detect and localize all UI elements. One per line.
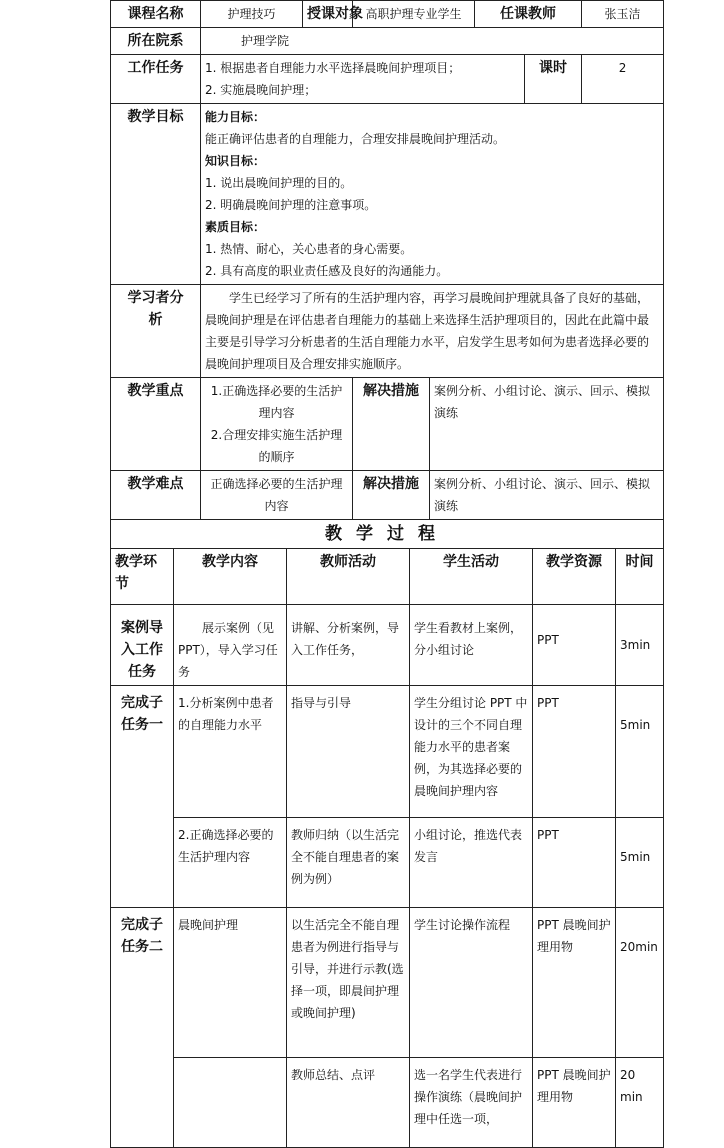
audience-value: 高职护理专业学生 — [353, 1, 475, 28]
process-title: 教学过程 — [111, 520, 664, 549]
task-item: 1. 根据患者自理能力水平选择晨晚间护理项目； — [205, 61, 461, 75]
quality-item: 2. 具有高度的职业责任感及良好的沟通能力。 — [205, 264, 449, 278]
key-item: 2.合理安排实施生活护理的顺序 — [210, 428, 343, 464]
knowledge-item: 1. 说出晨晚间护理的目的。 — [205, 176, 353, 190]
process-table — [110, 548, 664, 1148]
analysis-label: 学习者分析 — [111, 285, 201, 378]
hours-label: 课时 — [525, 55, 582, 104]
stage-resource: PPT 晨晚间护理用物 — [533, 908, 616, 1058]
quality-title: 素质目标： — [205, 220, 266, 234]
teacher-value: 张玉洁 — [582, 1, 664, 28]
stage-time: 3min — [616, 605, 664, 686]
col-header: 教学环节 — [111, 549, 174, 605]
quality-item: 1. 热情、耐心，关心患者的身心需要。 — [205, 242, 413, 256]
stage-name: 完成子任务一 — [111, 686, 174, 908]
difficulty-value: 正确选择必要的生活护理内容 — [201, 471, 353, 520]
stage-teacher: 指导与引导 — [287, 686, 410, 818]
stage-content: 1.分析案例中患者的自理能力水平 — [174, 686, 287, 818]
stage-student: 学生看教材上案例，分小组讨论 — [410, 605, 533, 686]
stage-name: 案例导入工作任务 — [111, 605, 174, 686]
ability-title: 能力目标： — [205, 110, 266, 124]
dept-label: 所在院系 — [111, 28, 201, 55]
stage-content: 2.正确选择必要的生活护理内容 — [174, 818, 287, 908]
col-header: 教学内容 — [174, 549, 287, 605]
hours-value: 2 — [582, 55, 664, 104]
stage-content: 展示案例（见PPT），导入学习任务 — [174, 605, 287, 686]
knowledge-title: 知识目标： — [205, 154, 266, 168]
goals-label: 教学目标 — [111, 104, 201, 285]
key-items — [201, 378, 353, 471]
stage-student: 学生讨论操作流程 — [410, 908, 533, 1058]
dept-value: 护理学院 — [201, 28, 664, 55]
stage-student: 学生分组讨论 PPT 中设计的三个不同自理能力水平的患者案例，为其选择必要的晨晚间护理内容 — [410, 686, 533, 818]
stage-resource: PPT 晨晚间护理用物 — [533, 1058, 616, 1148]
stage-content: 晨晚间护理 — [174, 908, 287, 1058]
teacher-label: 任课教师 — [475, 1, 582, 28]
key-label: 教学重点 — [111, 378, 201, 471]
difficulty-measure-value: 案例分析、小组讨论、演示、回示、模拟演练 — [430, 471, 664, 520]
task-item: 2. 实施晨晚间护理； — [205, 83, 317, 97]
stage-time: 5min — [616, 818, 664, 908]
col-header: 教学资源 — [533, 549, 616, 605]
analysis-text: 学生已经学习了所有的生活护理内容，再学习晨晚间护理就具备了良好的基础，晨晚间护理是在评估患者自理能力的基础上来选择生活护理项目的，因此在此篇中最主要是引导学习分析患者的生活自理能力水平，启发学生思考如何为患者选择必要的晨晚间护理项目及合理安排实施顺序。 — [201, 285, 664, 378]
course-value: 护理技巧 — [201, 1, 303, 28]
stage-time: 5min — [616, 686, 664, 818]
key-measure-value: 案例分析、小组讨论、演示、回示、模拟演练 — [430, 378, 664, 471]
col-header: 时间 — [616, 549, 664, 605]
stage-teacher: 教师归纳（以生活完全不能自理患者的案例为例） — [287, 818, 410, 908]
stage-name: 完成子任务二 — [111, 908, 174, 1148]
knowledge-item: 2. 明确晨晚间护理的注意事项。 — [205, 198, 377, 212]
key-item: 1.正确选择必要的生活护理内容 — [210, 384, 343, 420]
stage-content — [174, 1058, 287, 1148]
col-header: 教师活动 — [287, 549, 410, 605]
stage-student: 选一名学生代表进行操作演练（晨晚间护理中任选一项， — [410, 1058, 533, 1148]
task-items — [201, 55, 525, 104]
stage-teacher: 教师总结、点评 — [287, 1058, 410, 1148]
key-measure-label: 解决措施 — [353, 378, 430, 471]
stage-resource: PPT — [533, 605, 616, 686]
lesson-plan — [110, 0, 663, 1148]
info-table — [110, 0, 664, 549]
difficulty-label: 教学难点 — [111, 471, 201, 520]
goals-content — [201, 104, 664, 285]
stage-time: 20 min — [616, 1058, 664, 1148]
stage-time: 20min — [616, 908, 664, 1058]
stage-resource: PPT — [533, 818, 616, 908]
stage-resource: PPT — [533, 686, 616, 818]
ability-text: 能正确评估患者的自理能力，合理安排晨晚间护理活动。 — [205, 132, 506, 146]
stage-student: 小组讨论，推选代表发言 — [410, 818, 533, 908]
stage-teacher: 以生活完全不能自理患者为例进行指导与引导，并进行示教(选择一项，即晨间护理或晚间护理) — [287, 908, 410, 1058]
task-label: 工作任务 — [111, 55, 201, 104]
course-label: 课程名称 — [111, 1, 201, 28]
difficulty-measure-label: 解决措施 — [353, 471, 430, 520]
audience-label: 授课对象 — [303, 1, 353, 28]
col-header: 学生活动 — [410, 549, 533, 605]
stage-teacher: 讲解、分析案例，导入工作任务， — [287, 605, 410, 686]
